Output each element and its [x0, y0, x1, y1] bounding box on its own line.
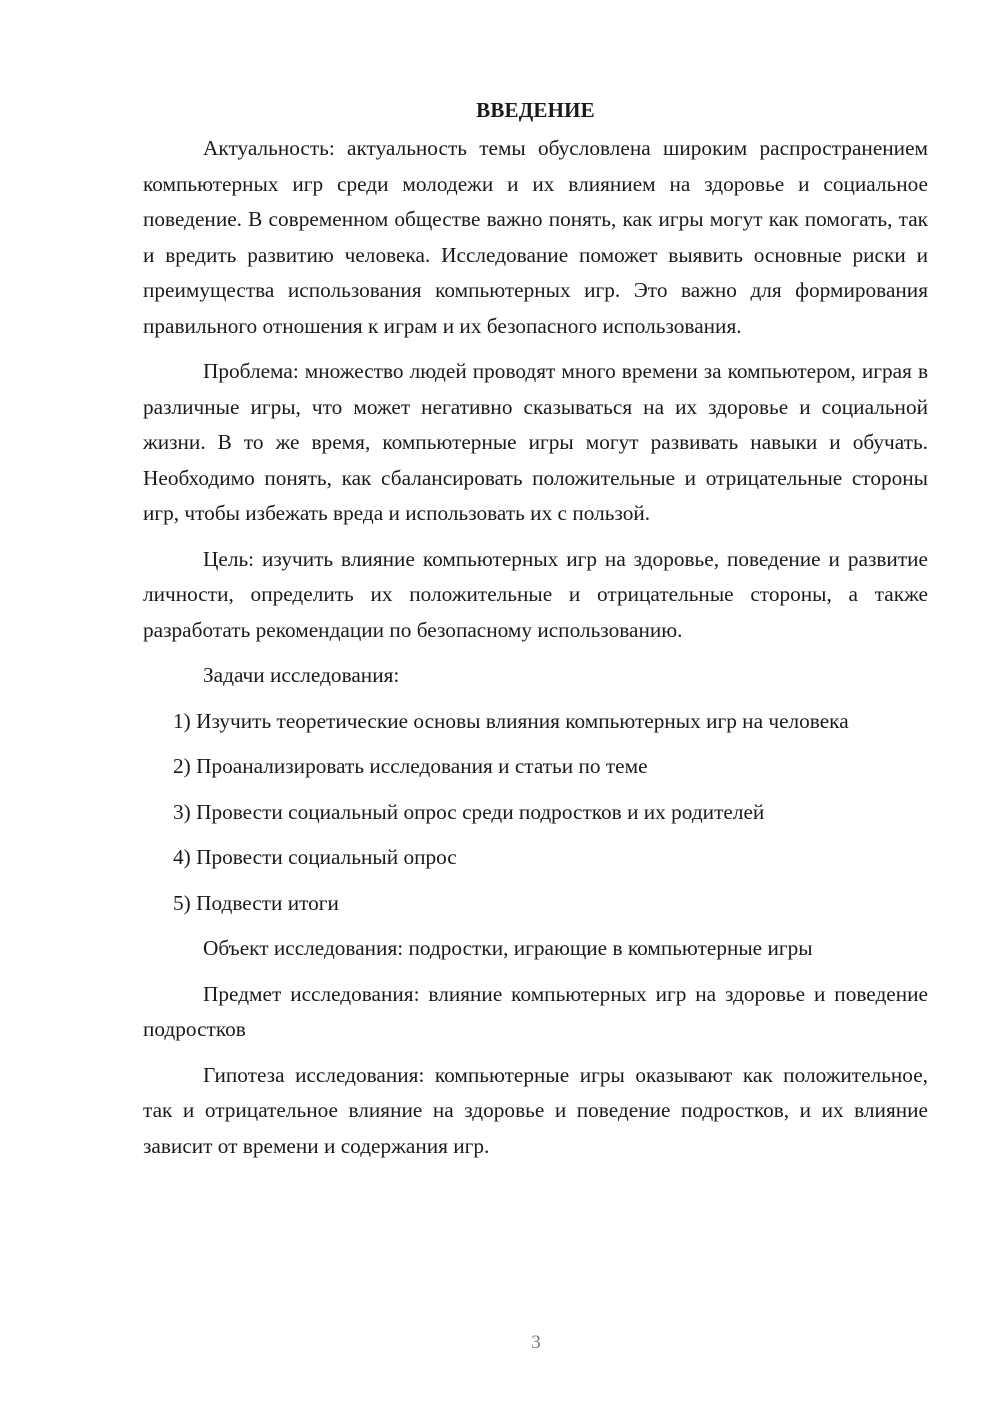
page-title: ВВЕДЕНИЕ — [476, 98, 595, 122]
task-item-5: 5) Подвести итоги — [173, 890, 339, 915]
relevance-paragraph: Актуальность: актуальность темы обусловлена широким распространением компьютерных игр среди молодежи и их влиянием на здоровье и социальное поведение. В современном обществе важно понять, как игры могут как помогать, так и вредить развитию человека. Исследование поможет выявить основные риски и преимущества использования компьютерных игр. Это важно для формирования правильного отношения к играм и их безопасного использования. — [143, 136, 928, 338]
task-item-1: 1) Изучить теоретические основы влияния компьютерных игр на человека — [173, 708, 849, 733]
hypothesis-paragraph: Гипотеза исследования: компьютерные игры оказывают как положительное, так и отрицательное влияние на здоровье и поведение подростков, и их влияние зависит от времени и содержания игр. — [143, 1062, 928, 1158]
task-item-3: 3) Провести социальный опрос среди подростков и их родителей — [173, 799, 765, 824]
goal-paragraph: Цель: изучить влияние компьютерных игр на здоровье, поведение и развитие личности, определить их положительные и отрицательные стороны, а также разработать рекомендации по безопасному использованию. — [143, 546, 928, 642]
task-item-4: 4) Провести социальный опрос — [173, 845, 457, 869]
task-item-2: 2) Проанализировать исследования и статьи по теме — [173, 754, 648, 778]
tasks-heading: Задачи исследования: — [203, 663, 400, 687]
document-page — [143, 92, 928, 1174]
page-number: 3 — [531, 1332, 541, 1353]
object-paragraph: Объект исследования: подростки, играющие в компьютерные игры — [203, 936, 813, 960]
subject-paragraph: Предмет исследования: влияние компьютерных игр на здоровье и поведение подростков — [143, 981, 928, 1041]
problem-paragraph: Проблема: множество людей проводят много времени за компьютером, играя в различные игры, что может негативно сказываться на их здоровье и социальной жизни. В то же время, компьютерные игры могут развивать навыки и обучать. Необходимо понять, как сбалансировать положительные и отрицательные стороны игр, чтобы избежать вреда и использовать их с пользой. — [143, 359, 928, 525]
